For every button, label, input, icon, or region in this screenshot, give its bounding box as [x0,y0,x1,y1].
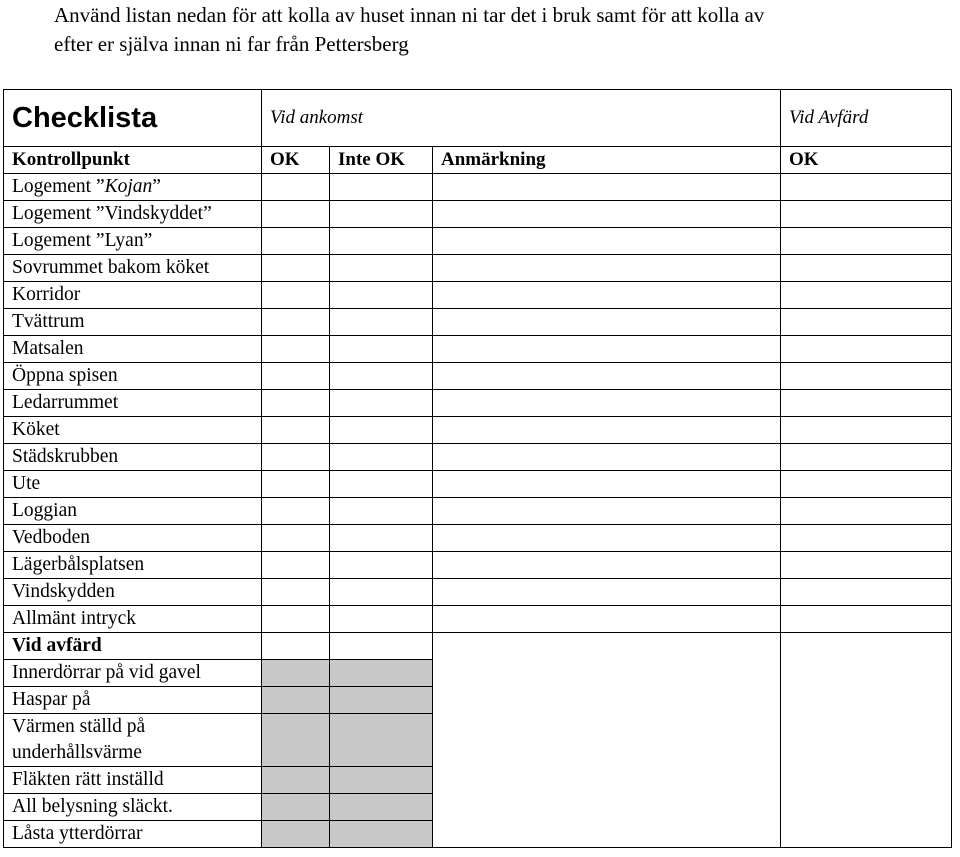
not-ok-cell[interactable] [330,390,433,417]
row-label: Låsta ytterdörrar [4,821,262,848]
quote-close: ” [152,176,161,197]
row-label: All belysning släckt. [4,794,262,821]
quote-open: ” [95,176,105,197]
row-label: Logement ”Lyan” [4,228,262,255]
checklist-table [3,89,952,848]
intro-text [54,1,954,59]
row-label: Tvättrum [4,309,262,336]
row-label: Ute [4,471,262,498]
row-label: Vindskydden [4,579,262,606]
ok-cell[interactable] [262,174,330,201]
table-row [4,255,952,282]
row-label: Allmänt intryck [4,606,262,633]
departure-ok-cell[interactable] [781,633,952,660]
departure-ok-cell[interactable] [781,579,952,606]
header-row [4,147,952,174]
row-label: Städskrubben [4,444,262,471]
remark-cell[interactable] [433,767,781,794]
ok-cell[interactable] [262,525,330,552]
not-ok-cell[interactable] [330,417,433,444]
arrival-label: Vid ankomst [262,90,781,147]
not-ok-cell[interactable] [330,471,433,498]
not-ok-cell-shaded [330,687,433,714]
row-label: Lägerbålsplatsen [4,552,262,579]
table-row [4,687,952,714]
row-label: Logement ”Vindskyddet” [4,201,262,228]
departure-label: Vid Avfärd [781,90,952,147]
ok-cell-shaded [262,660,330,687]
departure-ok-cell[interactable] [781,821,952,848]
remark-cell[interactable] [433,255,781,282]
ok-cell[interactable] [262,309,330,336]
remark-cell[interactable] [433,687,781,714]
not-ok-cell-shaded [330,660,433,687]
departure-ok-cell[interactable] [781,201,952,228]
row-label [4,714,262,767]
row-label [4,174,262,201]
row-label: Fläkten rätt inställd [4,767,262,794]
table-row [4,228,952,255]
not-ok-cell[interactable] [330,606,433,633]
table-row [4,417,952,444]
table-row [4,525,952,552]
not-ok-cell-shaded [330,821,433,848]
ok-cell[interactable] [262,498,330,525]
row-label: Sovrummet bakom köket [4,255,262,282]
not-ok-cell[interactable] [330,498,433,525]
departure-ok-cell[interactable] [781,174,952,201]
remark-cell[interactable] [433,174,781,201]
departure-ok-cell[interactable] [781,309,952,336]
departure-ok-cell[interactable] [781,417,952,444]
title-row [4,90,952,147]
ok-cell[interactable] [262,633,330,660]
table-row [4,309,952,336]
departure-ok-cell[interactable] [781,228,952,255]
section-row-departure [4,633,952,660]
remark-cell[interactable] [433,363,781,390]
table-row [4,336,952,363]
row-label: Ledarrummet [4,390,262,417]
section-heading-departure: Vid avfärd [4,633,262,660]
departure-ok-cell[interactable] [781,660,952,687]
table-row [4,390,952,417]
not-ok-cell[interactable] [330,309,433,336]
intro-line-2: efter er själva innan ni far från Pettersberg [54,32,409,56]
row-label: Innerdörrar på vid gavel [4,660,262,687]
table-row [4,444,952,471]
remark-cell[interactable] [433,579,781,606]
not-ok-cell[interactable] [330,444,433,471]
departure-ok-cell[interactable] [781,498,952,525]
not-ok-cell[interactable] [330,174,433,201]
departure-ok-cell[interactable] [781,687,952,714]
ok-cell-shaded [262,821,330,848]
remark-cell[interactable] [433,633,781,660]
remark-cell[interactable] [433,201,781,228]
row-label-prefix: Logement [12,176,96,197]
table-row [4,498,952,525]
not-ok-cell-shaded [330,794,433,821]
row-label: Haspar på [4,687,262,714]
ok-cell[interactable] [262,228,330,255]
ok-cell[interactable] [262,201,330,228]
ok-cell[interactable] [262,606,330,633]
ok-cell[interactable] [262,471,330,498]
departure-ok-cell[interactable] [781,282,952,309]
remark-cell[interactable] [433,606,781,633]
remark-cell[interactable] [433,309,781,336]
ok-cell[interactable] [262,390,330,417]
table-row [4,552,952,579]
ok-cell[interactable] [262,282,330,309]
header-not-ok: Inte OK [330,147,433,174]
ok-cell[interactable] [262,444,330,471]
not-ok-cell[interactable] [330,282,433,309]
table-row [4,282,952,309]
remark-cell[interactable] [433,525,781,552]
remark-cell[interactable] [433,390,781,417]
ok-cell-shaded [262,687,330,714]
table-row [4,821,952,848]
departure-ok-cell[interactable] [781,444,952,471]
not-ok-cell-shaded [330,714,433,767]
remark-cell[interactable] [433,794,781,821]
ok-cell-shaded [262,767,330,794]
header-ok-departure: OK [781,147,952,174]
header-ok: OK [262,147,330,174]
ok-cell[interactable] [262,336,330,363]
not-ok-cell[interactable] [330,633,433,660]
table-row [4,767,952,794]
table-row [4,794,952,821]
remark-cell[interactable] [433,282,781,309]
ok-cell[interactable] [262,552,330,579]
not-ok-cell[interactable] [330,363,433,390]
table-row [4,660,952,687]
row-label: Köket [4,417,262,444]
not-ok-cell[interactable] [330,255,433,282]
departure-ok-cell[interactable] [781,255,952,282]
ok-cell[interactable] [262,363,330,390]
not-ok-cell[interactable] [330,228,433,255]
not-ok-cell[interactable] [330,552,433,579]
remark-cell[interactable] [433,552,781,579]
row-label: Öppna spisen [4,363,262,390]
remark-cell[interactable] [433,228,781,255]
departure-ok-cell[interactable] [781,471,952,498]
ok-cell[interactable] [262,417,330,444]
remark-cell[interactable] [433,498,781,525]
not-ok-cell[interactable] [330,579,433,606]
remark-cell[interactable] [433,417,781,444]
table-row [4,714,952,767]
table-row [4,606,952,633]
table-row [4,174,952,201]
table-row [4,201,952,228]
row-label-line-2: underhållsvärme [12,742,142,763]
departure-ok-cell[interactable] [781,714,952,767]
remark-cell[interactable] [433,821,781,848]
ok-cell-shaded [262,794,330,821]
table-row [4,579,952,606]
remark-cell[interactable] [433,471,781,498]
departure-ok-cell[interactable] [781,794,952,821]
row-label: Matsalen [4,336,262,363]
ok-cell[interactable] [262,255,330,282]
checklist-title: Checklista [4,90,262,147]
not-ok-cell[interactable] [330,525,433,552]
row-label: Vedboden [4,525,262,552]
remark-cell[interactable] [433,660,781,687]
remark-cell[interactable] [433,444,781,471]
departure-ok-cell[interactable] [781,606,952,633]
departure-ok-cell[interactable] [781,363,952,390]
remark-cell[interactable] [433,336,781,363]
ok-cell[interactable] [262,579,330,606]
row-label-name: Kojan [104,176,153,197]
row-label: Korridor [4,282,262,309]
departure-ok-cell[interactable] [781,525,952,552]
departure-ok-cell[interactable] [781,767,952,794]
row-label-line-1: Värmen ställd på [12,716,146,737]
header-remark: Anmärkning [433,147,781,174]
departure-ok-cell[interactable] [781,336,952,363]
intro-line-1: Använd listan nedan för att kolla av huset innan ni tar det i bruk samt för att kolla av [54,3,765,27]
not-ok-cell[interactable] [330,201,433,228]
row-label: Loggian [4,498,262,525]
header-checkpoint: Kontrollpunkt [4,147,262,174]
ok-cell-shaded [262,714,330,767]
table-row [4,471,952,498]
remark-cell[interactable] [433,714,781,767]
not-ok-cell[interactable] [330,336,433,363]
departure-ok-cell[interactable] [781,552,952,579]
departure-ok-cell[interactable] [781,390,952,417]
table-row [4,363,952,390]
not-ok-cell-shaded [330,767,433,794]
